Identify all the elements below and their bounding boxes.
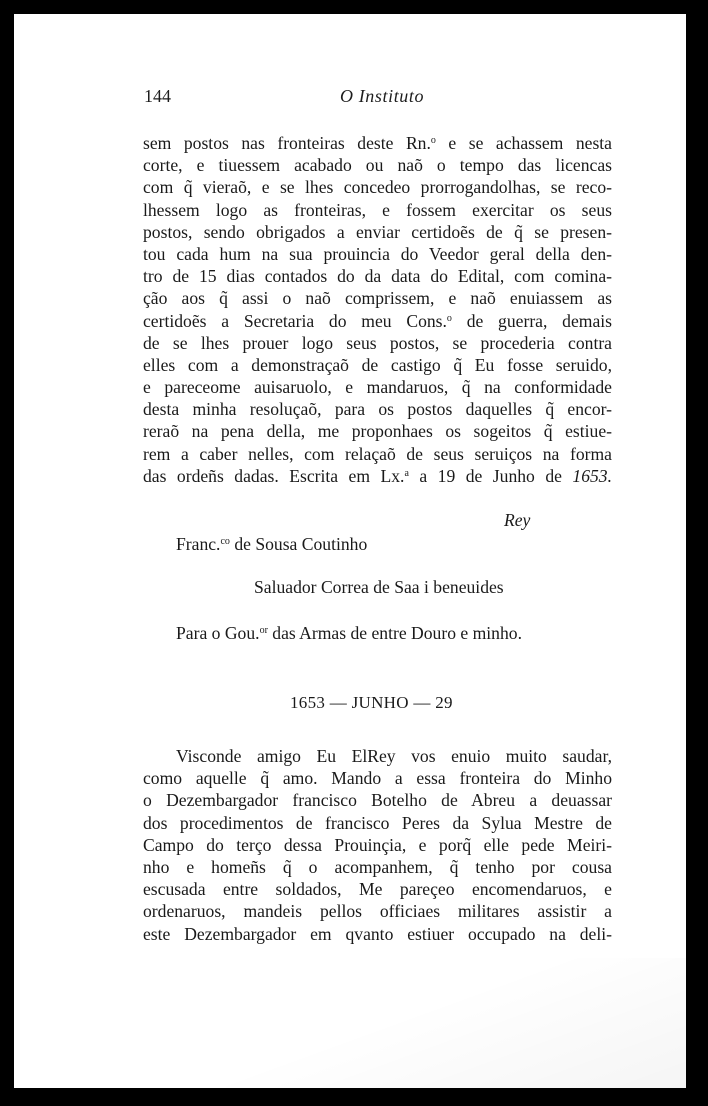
text-line: rem a caber nelles, com relaçaõ de seus seruiços na forma [143, 443, 612, 464]
letter-body-second [143, 745, 612, 945]
text-fragment: Para o Gou. [176, 623, 260, 643]
text-line: Visconde amigo Eu ElRey vos enuio muito saudar, [176, 746, 612, 766]
superscript: a [404, 467, 409, 479]
text-line: escusada entre soldados, Me pareçeo encomendaruos, e [143, 879, 612, 900]
text-line [143, 465, 612, 487]
text-fragment: Franc. [176, 534, 221, 554]
text-line [143, 310, 612, 332]
signature-countersign: Saluador Correa de Saa i beneuides [254, 577, 504, 597]
text-fragment: a 19 de Junho de [419, 465, 573, 486]
letter-body-first [143, 132, 612, 487]
addressee-line [176, 623, 522, 644]
text-line: de se lhes prouer logo seus postos, se procederia contra [143, 332, 612, 353]
document-page [14, 14, 686, 1088]
text-fragment: das Armas de entre Douro e minho. [267, 623, 522, 643]
text-fragment: sem postos nas fronteiras deste Rn. [143, 133, 431, 153]
text-line: desta minha resoluçaõ, para os postos daquelles q̃ encor- [143, 399, 612, 420]
signature-secretary [176, 534, 367, 555]
text-line: com q̃ vieraõ, e se lhes concedeo prorrogandolhas, se reco- [143, 177, 612, 198]
text-line: tou cada hum na sua prouincia do Veedor geral della den- [143, 243, 612, 264]
superscript: o [430, 135, 436, 146]
superscript: co [220, 536, 230, 547]
text-fragment: das ordeñs dadas. Escrita em Lx. [143, 465, 405, 486]
running-title: O Instituto [340, 86, 425, 106]
signature-rey: Rey [504, 510, 531, 530]
text-fragment: de guerra, demais [451, 310, 612, 331]
page-number: 144 [144, 86, 171, 106]
text-line: reraõ na pena della, me proponhaes os sogeitos q̃ estiue- [143, 421, 612, 442]
text-line: ordenaruos, mandeis pellos officiaes militares assistir a [143, 901, 612, 922]
text-fragment: certidoẽs a Secretaria do meu Cons. [143, 310, 447, 331]
text-line: o Dezembargador francisco Botelho de Abreu a deuassar [143, 790, 612, 811]
superscript: o [446, 312, 452, 324]
text-line: lhessem logo as fronteiras, e fossem exercitar os seus [143, 199, 612, 220]
text-line: elles com a demonstraçaõ de castigo q̃ Eu fosse seruido, [143, 354, 612, 375]
text-line [143, 132, 612, 154]
text-line: nho e homeñs q̃ o acompanhem, q̃ tenho por cousa [143, 856, 612, 877]
page-shadow [226, 958, 686, 1088]
text-line: dos procedimentos de francisco Peres da Sylua Mestre de [143, 812, 612, 833]
superscript: or [259, 625, 268, 636]
text-line: como aquelle q̃ amo. Mando a essa fronteira do Minho [143, 768, 612, 789]
text-line: Campo do terço dessa Prouinçia, e porq̃ elle pede Meiri- [143, 834, 612, 855]
text-line: tro de 15 dias contados do da data do Edital, com comina- [143, 266, 612, 287]
text-line: ção aos q̃ assi o naõ comprissem, e naõ enuiassem as [143, 288, 612, 309]
running-head [144, 86, 554, 110]
text-line: e pareceome auisaruolo, e mandaruos, q̃ na conformidade [143, 377, 612, 398]
date-heading: 1653 — JUNHO — 29 [290, 693, 453, 712]
text-fragment: de Sousa Coutinho [229, 534, 368, 554]
text-line: postos, sendo obrigados a enviar certidoẽs de q̃ se presen- [143, 221, 612, 242]
year-italic: 1653. [572, 465, 612, 486]
text-line: corte, e tiuessem acabado ou naõ o tempo das licencas [143, 155, 612, 176]
text-line: este Dezembargador em qvanto estiuer occupado na deli- [143, 923, 612, 944]
text-fragment: e se achassem nesta [435, 133, 612, 153]
